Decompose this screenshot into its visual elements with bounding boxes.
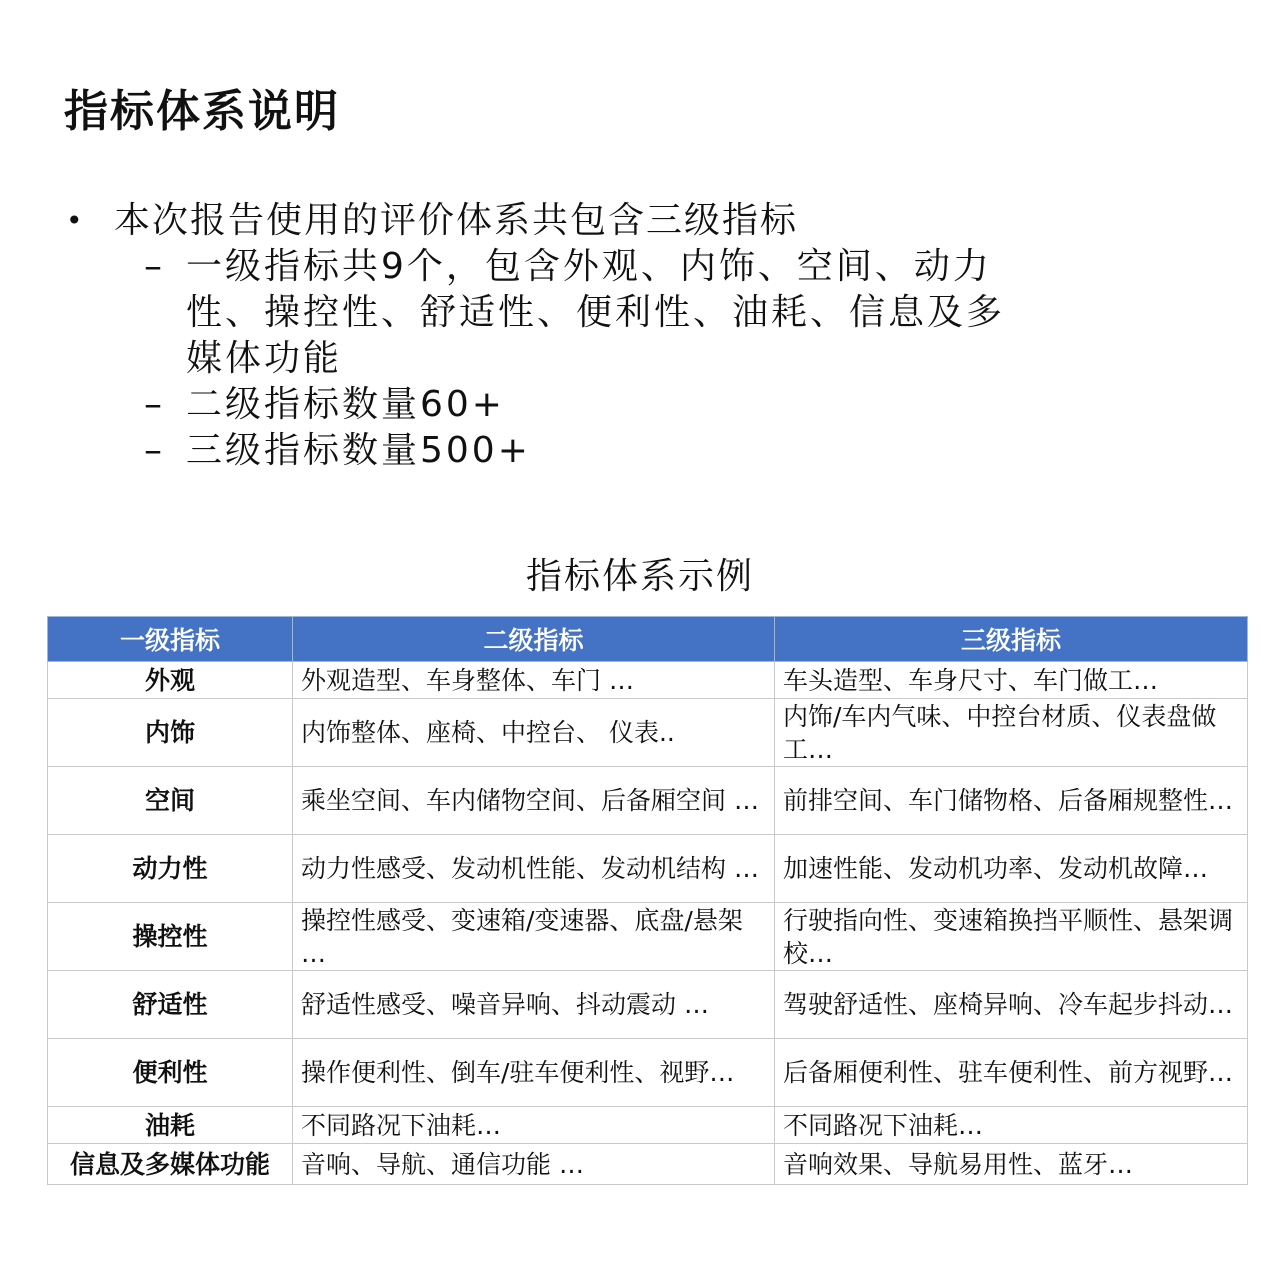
header-level1: 一级指标 — [48, 617, 293, 662]
table-row — [48, 835, 1248, 903]
cell-level1: 舒适性 — [48, 971, 293, 1039]
cell-level1: 空间 — [48, 767, 293, 835]
cell-level2: 舒适性感受、噪音异响、抖动震动 … — [293, 971, 775, 1039]
cell-level3: 加速性能、发动机功率、发动机故障… — [775, 835, 1248, 903]
cell-level2: 动力性感受、发动机性能、发动机结构 … — [293, 835, 775, 903]
cell-level2: 内饰整体、座椅、中控台、 仪表.. — [293, 699, 775, 767]
indicator-table — [47, 616, 1248, 1185]
table-row — [48, 699, 1248, 767]
table-row — [48, 1144, 1248, 1185]
dash-icon: – — [144, 384, 165, 425]
bullet-dot-icon: • — [66, 204, 85, 237]
cell-level1: 操控性 — [48, 903, 293, 971]
table-header-row — [48, 617, 1248, 662]
sub-bullet-level1 — [144, 244, 1064, 382]
table-row — [48, 971, 1248, 1039]
table-row — [48, 767, 1248, 835]
cell-level3: 不同路况下油耗… — [775, 1107, 1248, 1144]
cell-level1: 内饰 — [48, 699, 293, 767]
cell-level1: 便利性 — [48, 1039, 293, 1107]
cell-level3: 音响效果、导航易用性、蓝牙… — [775, 1144, 1248, 1185]
cell-level1: 动力性 — [48, 835, 293, 903]
cell-level3: 驾驶舒适性、座椅异响、冷车起步抖动… — [775, 971, 1248, 1039]
sub-bullet-level2 — [144, 382, 1064, 428]
cell-level1: 信息及多媒体功能 — [48, 1144, 293, 1185]
table-row — [48, 1039, 1248, 1107]
cell-level1: 外观 — [48, 662, 293, 699]
dash-icon: – — [144, 430, 165, 471]
cell-level2: 不同路况下油耗… — [293, 1107, 775, 1144]
sub-bullet-text: 一级指标共9个，包含外观、内饰、空间、动力性、操控性、舒适性、便利性、油耗、信息及多媒体功能 — [186, 246, 1006, 379]
bullet-main-text: 本次报告使用的评价体系共包含三级指标 — [114, 200, 799, 241]
cell-level3: 行驶指向性、变速箱换挡平顺性、悬架调校… — [775, 903, 1248, 971]
cell-level2: 外观造型、车身整体、车门 … — [293, 662, 775, 699]
table-row — [48, 1107, 1248, 1144]
cell-level3: 后备厢便利性、驻车便利性、前方视野… — [775, 1039, 1248, 1107]
sub-bullet-level3 — [144, 428, 1064, 474]
cell-level3: 前排空间、车门储物格、后备厢规整性… — [775, 767, 1248, 835]
cell-level3: 内饰/车内气味、中控台材质、仪表盘做工… — [775, 699, 1248, 767]
table-row — [48, 903, 1248, 971]
page-title: 指标体系说明 — [64, 86, 340, 137]
table-caption: 指标体系示例 — [525, 556, 754, 597]
sub-bullet-list — [144, 244, 1064, 474]
bullet-main — [64, 198, 1064, 244]
table-row — [48, 662, 1248, 699]
cell-level2: 乘坐空间、车内储物空间、后备厢空间 … — [293, 767, 775, 835]
dash-icon: – — [144, 246, 165, 287]
header-level3: 三级指标 — [775, 617, 1248, 662]
cell-level2: 操作便利性、倒车/驻车便利性、视野… — [293, 1039, 775, 1107]
cell-level2: 操控性感受、变速箱/变速器、底盘/悬架 … — [293, 903, 775, 971]
cell-level1: 油耗 — [48, 1107, 293, 1144]
sub-bullet-text: 二级指标数量60+ — [186, 384, 505, 425]
bullet-list — [64, 198, 1064, 474]
header-level2: 二级指标 — [293, 617, 775, 662]
cell-level2: 音响、导航、通信功能 … — [293, 1144, 775, 1185]
sub-bullet-text: 三级指标数量500+ — [186, 430, 531, 471]
cell-level3: 车头造型、车身尺寸、车门做工… — [775, 662, 1248, 699]
